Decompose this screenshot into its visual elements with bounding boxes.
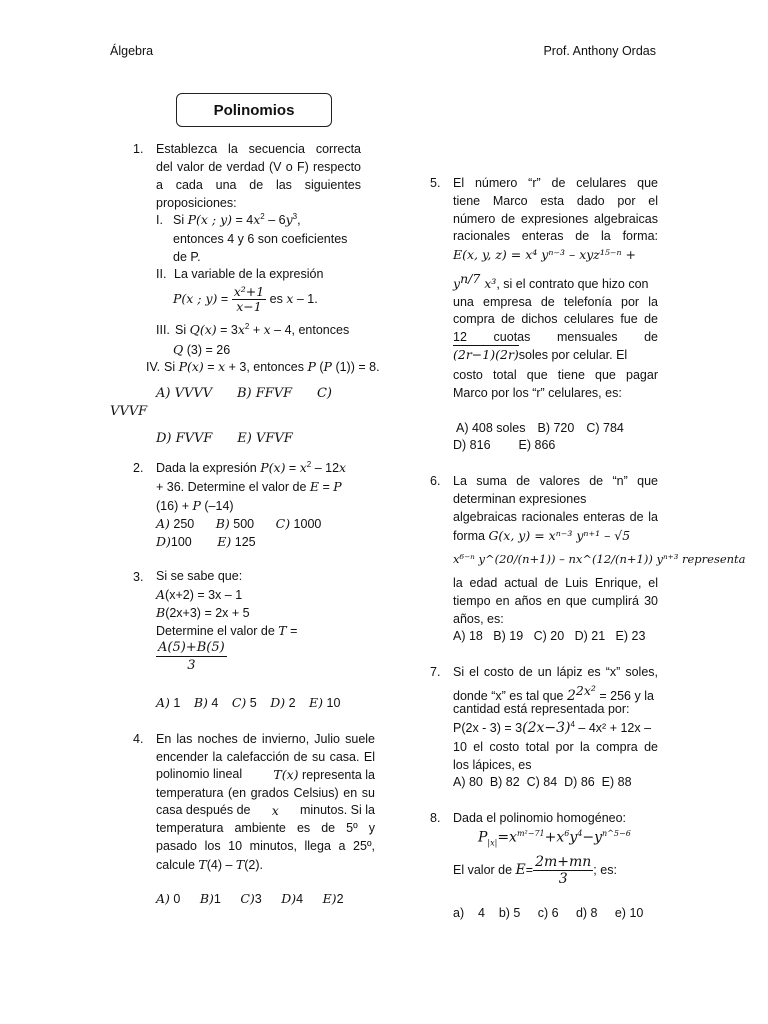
question-text: a cada una de las siguientes	[156, 178, 361, 192]
fraction: $\frac{\text{x²+1}}{x-1}$	[233, 284, 265, 314]
item-i: Si P(x ; $y) = 4x^2 - 6y^3$,	[173, 212, 301, 228]
question-text: compra de dichos celulares fue de	[453, 312, 658, 326]
answer-options: A) 408 soles B) 720 C) 784	[456, 421, 624, 435]
item-iii-text: Q (3) = 26	[173, 342, 231, 357]
question-text: Determine el valor de T =	[156, 623, 298, 638]
question-text: cantidad está representada por:	[453, 702, 630, 716]
polynomial-formula: $P_{|x|}=x^{m^2-71}+x^6y^4-y^{n\^{}5-6}$	[478, 829, 631, 848]
question-number: 1.	[133, 142, 144, 156]
item-iii: Si $Q(x) = 3x^2 + x - 4$, entonces	[175, 322, 350, 338]
question-number: 2.	[133, 461, 144, 475]
question-number: 5.	[430, 176, 441, 190]
answer-options: A) 1 B) 4 C) 5 D) 2 E) 10	[156, 695, 341, 710]
question-text: número de expresiones algebraicas	[453, 212, 658, 226]
question-text: A(x+2) = 3x – 1	[156, 587, 243, 602]
question-number: 3.	[133, 570, 144, 584]
question-text: (16) + P (–14)	[156, 498, 234, 513]
fraction: $\frac{A(5)+B(5)}{3}$	[158, 640, 225, 673]
question-text: la edad actual de Luis Enrique, el	[453, 576, 658, 590]
item-label: IV.	[146, 360, 161, 374]
question-text: En las noches de invierno, Julio suele	[156, 732, 375, 746]
answer-options: A) 80 B) 82 C) 84 D) 86 E) 88	[453, 775, 632, 789]
question-text: temperatura ambiente es de 5º y	[156, 821, 375, 835]
question-text: El número “r” de celulares que	[453, 176, 658, 190]
item-label: I.	[156, 213, 163, 227]
question-text: temperatura (en grados Celsius) en su	[156, 786, 375, 800]
question-text: pasado los 10 minutos, llega a 25º,	[156, 839, 375, 853]
question-text: del valor de verdad (V o F) respecto	[156, 160, 361, 174]
question-text: tiene Marco esta dado por el	[453, 194, 658, 208]
question-text: (2r−1)(2r)soles por celular. El	[453, 347, 628, 362]
question-text: encender la calefacción de su casa. El	[156, 750, 375, 764]
header-teacher: Prof. Anthony Ordas	[543, 44, 656, 58]
question-text: Si se sabe que:	[156, 569, 243, 583]
answer-options: a) 4 b) 5 c) 6 d) 8 e) 10	[453, 906, 644, 920]
question-text: años, es:	[453, 612, 504, 626]
header-subject: Álgebra	[110, 44, 154, 58]
question-number: 8.	[430, 811, 441, 825]
question-text: proposiciones:	[156, 196, 237, 210]
question-text: $P(2x - 3) = 3(2x-3)^4 - 4x^2 + 12x$ –	[453, 720, 652, 737]
question-text: La suma de valores de “n” que	[453, 474, 658, 488]
answer-options: A) 250 B) 500 C) 1000	[156, 516, 322, 531]
question-text: + 36. Determine el valor de E = P	[156, 479, 342, 494]
question-text: algebraicas racionales enteras de la	[453, 510, 658, 524]
question-text: 12 cuotas mensuales de	[453, 330, 658, 344]
question-text: El valor de E= $\frac{2m+mn}{3}$ ; es:	[453, 854, 617, 887]
answer-options: A) VVVV B) FFVF C)	[156, 386, 332, 401]
question-text: racionales enteras de la forma:	[453, 229, 658, 243]
formula: x⁶⁻ⁿ y^(20/(n+1)) – nx^(12/(n+1)) yⁿ⁺³ representa	[453, 552, 746, 566]
question-text: $y^{n/7}$ x³, si el contrato que hizo con	[453, 271, 649, 292]
formula: E(x, y, z) = x⁴ yⁿ⁻³ – xyz¹⁵⁻ⁿ +	[453, 247, 637, 262]
question-text: determinan expresiones	[453, 492, 587, 506]
answer-options: D) FVVF E) VFVF	[156, 431, 293, 446]
answer-options: A) 18 B) 19 C) 20 D) 21 E) 23	[453, 629, 646, 643]
answer-options: D) 816 E) 866	[453, 438, 556, 452]
item-i-text: de P.	[173, 250, 201, 264]
answer-options: D)100 E) 125	[156, 534, 256, 549]
question-text: los lápices, es	[453, 758, 532, 772]
question-text: forma G(x, y) = xⁿ⁻³ yⁿ⁺¹ – √5	[453, 528, 631, 543]
item-label: II.	[156, 267, 167, 281]
question-text: donde “x” es tal que $2^{2x^2} = 256$ y la	[453, 683, 654, 705]
question-text: tiempo en años en que cumplirá 30	[453, 594, 658, 608]
item-iv: Si P(x) = x + 3, entonces P (P (1)) = 8.	[164, 359, 380, 374]
question-number: 4.	[133, 732, 144, 746]
question-text: 10 el costo total por la compra de	[453, 740, 658, 754]
question-text: costo total que tiene que pagar	[453, 368, 658, 382]
question-text: Dada el polinomio homogéneo:	[453, 811, 627, 825]
question-text: Marco por los “r” celulares, es:	[453, 386, 622, 400]
item-label: III.	[156, 323, 170, 337]
page-title: Polinomios	[176, 93, 332, 127]
question-text: Si el costo de un lápiz es “x” soles,	[453, 665, 658, 679]
question-text: calcule T(4) – T(2).	[156, 857, 264, 872]
question-text: Dada la expresión $P(x) = x^2 - 12x$	[156, 460, 347, 476]
question-text: casa después de x minutos. Si la	[156, 803, 375, 818]
question-number: 7.	[430, 665, 441, 679]
answer-options: A) 0 B)1 C)3 D)4 E)2	[156, 891, 344, 906]
question-number: 6.	[430, 474, 441, 488]
question-text: Establezca la secuencia correcta	[156, 142, 361, 156]
question-text: una empresa de telefonía por la	[453, 295, 658, 309]
answer-options: VVVF	[110, 404, 148, 419]
item-i-text: entonces 4 y 6 son coeficientes	[173, 232, 348, 246]
item-ii-text: La variable de la expresión	[174, 267, 324, 281]
question-text: polinomio lineal T(x) representa la	[156, 767, 375, 782]
question-text: B(2x+3) = 2x + 5	[156, 605, 250, 620]
item-ii-expr: P(x ; y) = $\frac{\text{x²+1}}{x-1}$ es x – 1.	[173, 284, 318, 314]
